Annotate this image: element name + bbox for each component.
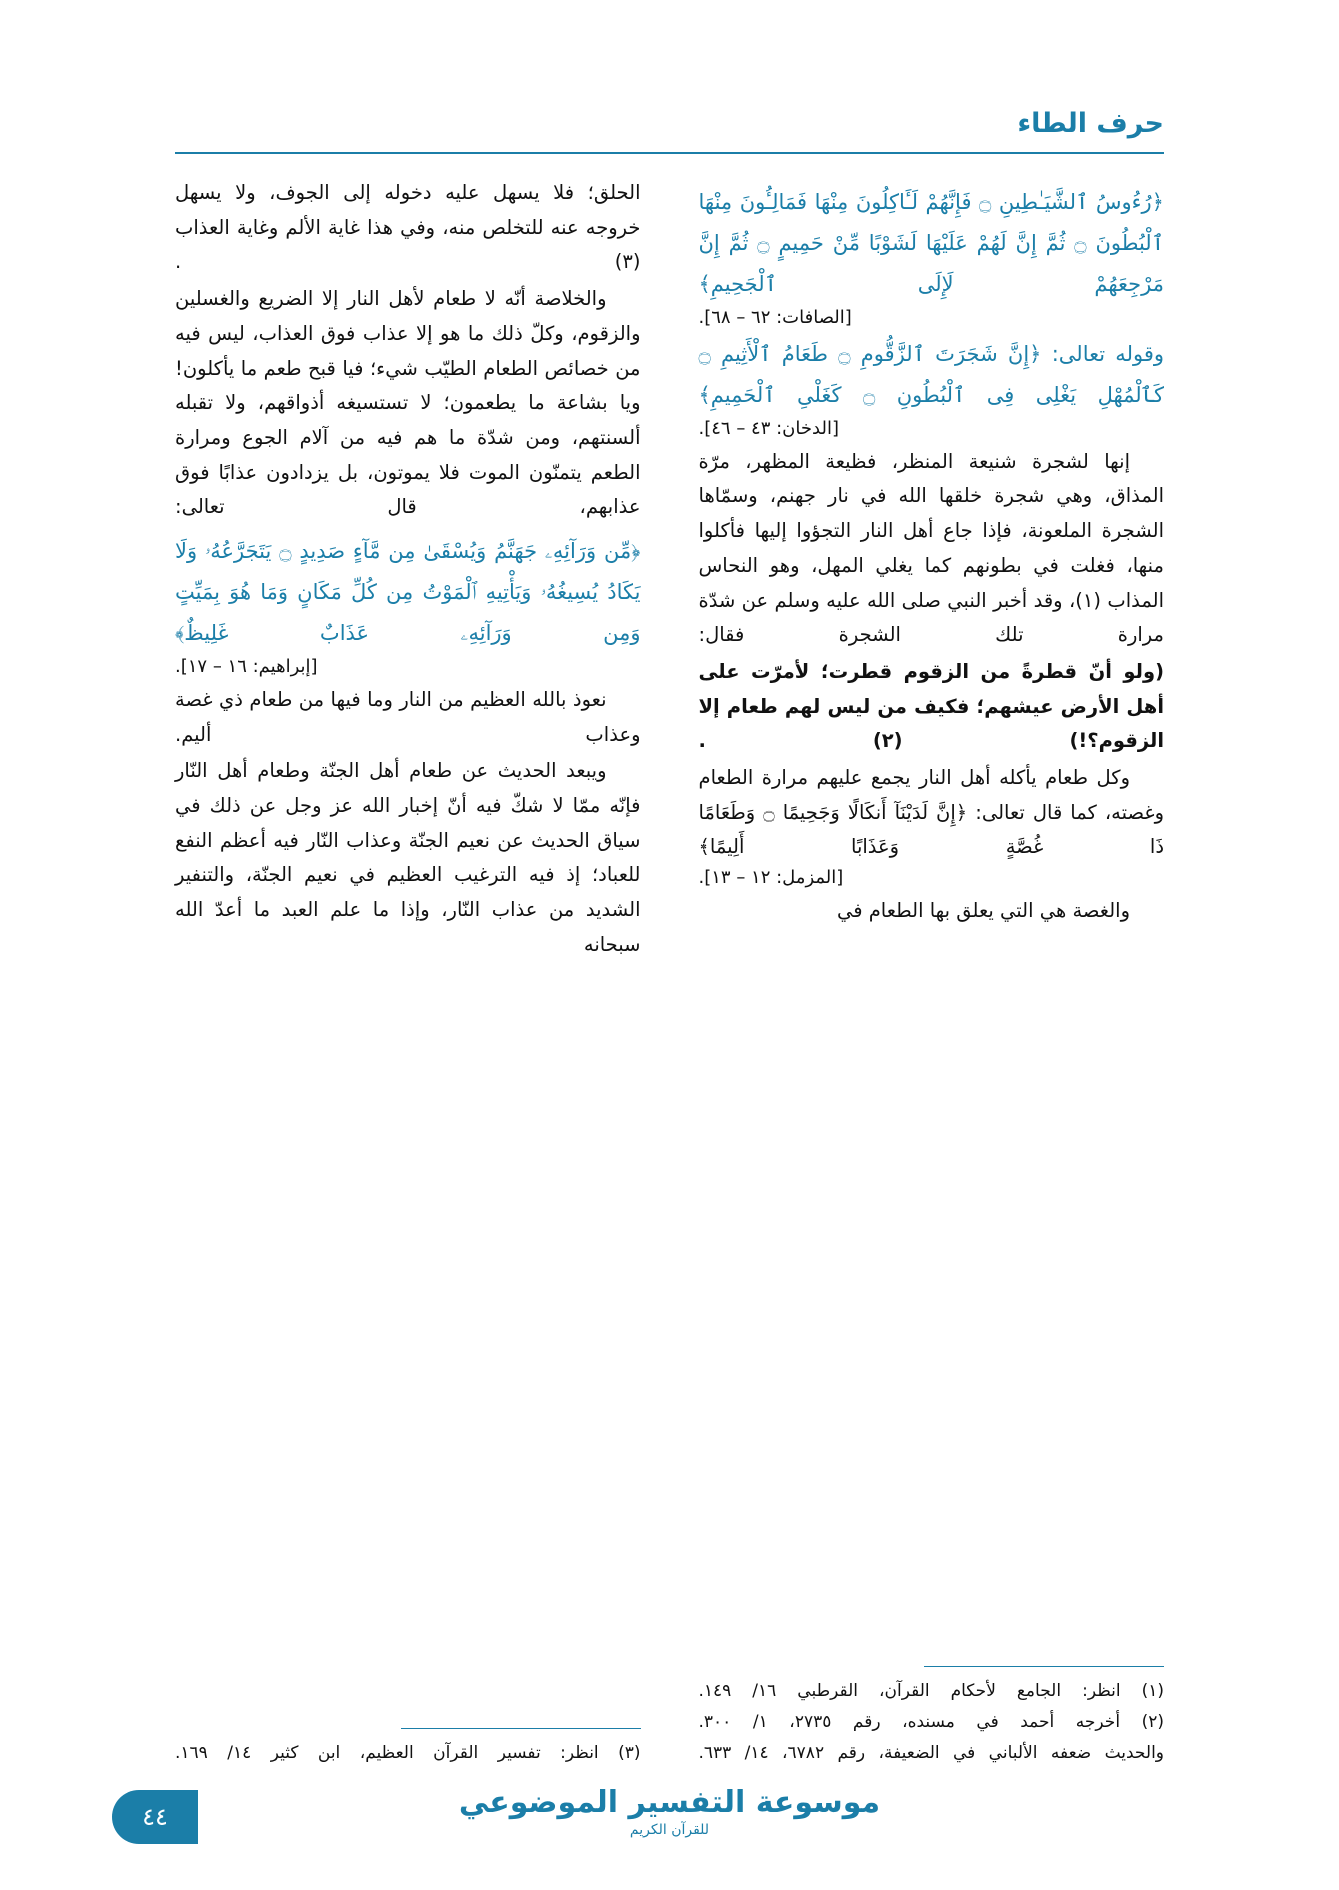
footnote: (٢) أخرجه أحمد في مسنده، رقم ٢٧٣٥، ١/ ٣٠٠. [698,1712,1165,1733]
column-container [175,176,1164,1770]
footnote-divider [401,1728,641,1729]
page-number-badge: ٤٤ [112,1790,198,1844]
quran-verse: ﴿مِّن وَرَآئِهِۦ جَهَنَّمُ وَيُسْقَىٰ مِن مَّآءٍ صَدِيدٍ ۝ يَتَجَرَّعُهُۥ وَلَا يَكَادُ يُسِيغُهُۥ وَيَأْتِيهِ ٱلْمَوْتُ مِن كُلِّ مَكَانٍ وَمَا هُوَ بِمَيِّتٍ وَمِن وَرَآئِهِۦ عَذَابٌ غَلِيظٌ﴾ [175,539,641,645]
column-left [175,176,641,1770]
header-divider [175,152,1164,154]
footnote-divider [924,1666,1164,1667]
verse-reference: [المزمل: ١٢ – ١٣]. [698,867,844,889]
footnotes-right [699,1666,1165,1770]
body-paragraph: والغصة هي التي يعلق بها الطعام في [836,899,1130,923]
body-paragraph: إنها لشجرة شنيعة المنظر، فظيعة المظهر، مرّة المذاق، وهي شجرة خلقها الله في نار جهنم، وسمّاها الشجرة الملعونة، فإذا جاع أهل النار التجؤوا إليها فأكلوا منها، فغلت في بطونهم كما يغلي المهل، وهو النحاس المذاب (١)، وقد أخبر النبي صلى الله عليه وسلم عن شدّة مرارة تلك الشجرة فقال: [698,449,1164,647]
verse-reference: [الدخان: ٤٣ – ٤٦]. [698,417,839,439]
header-title: حرف الطاء [1017,108,1164,139]
logo-subtitle: للقرآن الكريم [629,1822,710,1838]
column-right [699,176,1165,1770]
body-paragraph: والخلاصة أنّه لا طعام لأهل النار إلا الضريع والغسلين والزقوم، وكلّ ذلك ما هو إلا عذاب فوق العذاب، ليس فيه من خصائص الطعام الطيّب شيء؛ فيا قبح طعم ما يأكلون! ويا بشاعة ما يطعمون؛ لا تستسيغه أذواقهم، ولا تقبله ألسنتهم، ومن شدّة ما هم فيه من آلام الجوع ومرارة الطعم يتمنّون الموت فلا يموتون، بل يزدادون عذابًا فوق عذابهم، قال تعالى: [175,287,641,519]
footnote: (١) انظر: الجامع لأحكام القرآن، القرطبي ١٦/ ١٤٩. [698,1681,1165,1702]
verse-reference: [الصافات: ٦٢ – ٦٨]. [698,306,852,328]
verse-reference: [إبراهيم: ١٦ – ١٧]. [175,655,318,677]
footnote: (٣) انظر: تفسير القرآن العظيم، ابن كثير ١٤/ ١٦٩. [175,1743,641,1764]
footnotes-left [175,1728,641,1770]
quran-verse: ﴿رُءُوسُ ٱلشَّيَـٰطِينِ ۝ فَإِنَّهُمْ لَـَٔاكِلُونَ مِنْهَا فَمَالِـُٔونَ مِنْهَا ٱلْبُطُونَ ۝ ثُمَّ إِنَّ لَهُمْ عَلَيْهَا لَشَوْبًا مِّنْ حَمِيمٍ ۝ ثُمَّ إِنَّ مَرْجِعَهُمْ لَإِلَى ٱلْجَحِيمِ﴾ [698,190,1164,296]
logo-title: موسوعة التفسير الموضوعي [458,1785,881,1820]
body-paragraph: وكل طعام يأكله أهل النار يجمع عليهم مرارة الطعام وغصته، كما قال تعالى: ﴿إِنَّ لَدَيْنَآ أَنكَالًا وَجَحِيمًا ۝ وَطَعَامًا ذَا غُصَّةٍ وَعَذَابًا أَلِيمًا﴾ [698,766,1164,859]
page-header [175,108,1164,154]
body-paragraph: ويبعد الحديث عن طعام أهل الجنّة وطعام أهل النّار فإنّه ممّا لا شكّ فيه أنّ إخبار الله عز وجل عن ذلك في سياق الحديث عن نعيم الجنّة وعذاب النّار فيه أعظم النفع للعباد؛ إذ فيه الترغيب العظيم في نعيم الجنّة، والتنفير الشديد من عذاب النّار، وإذا ما علم العبد ما أعدّ الله سبحانه [175,759,641,956]
body-paragraph: نعوذ بالله العظيم من النار وما فيها من طعام ذي غصة وعذاب أليم. [175,687,641,746]
body-paragraph: الحلق؛ فلا يسهل عليه دخوله إلى الجوف، ولا يسهل خروجه عنه للتخلص منه، وفي هذا غاية الألم وغاية العذاب (٣) . [175,181,641,274]
hadith-quote: (ولو أنّ قطرةً من الزقوم قطرت؛ لأمرّت على أهل الأرض عيشهم؛ فكيف من ليس لهم طعام إلا الزقوم؟!) (٢) . [698,659,1164,753]
footnote: والحديث ضعفه الألباني في الضعيفة، رقم ٦٧٨٢، ١٤/ ٦٣٣. [698,1743,1165,1764]
quran-verse: وقوله تعالى: ﴿إِنَّ شَجَرَتَ ٱلزَّقُّومِ ۝ طَعَامُ ٱلْأَثِيمِ ۝ كَٱلْمُهْلِ يَغْلِى فِى ٱلْبُطُونِ ۝ كَغَلْىِ ٱلْحَمِيمِ﴾ [698,341,1164,407]
publisher-logo [0,1785,1339,1838]
